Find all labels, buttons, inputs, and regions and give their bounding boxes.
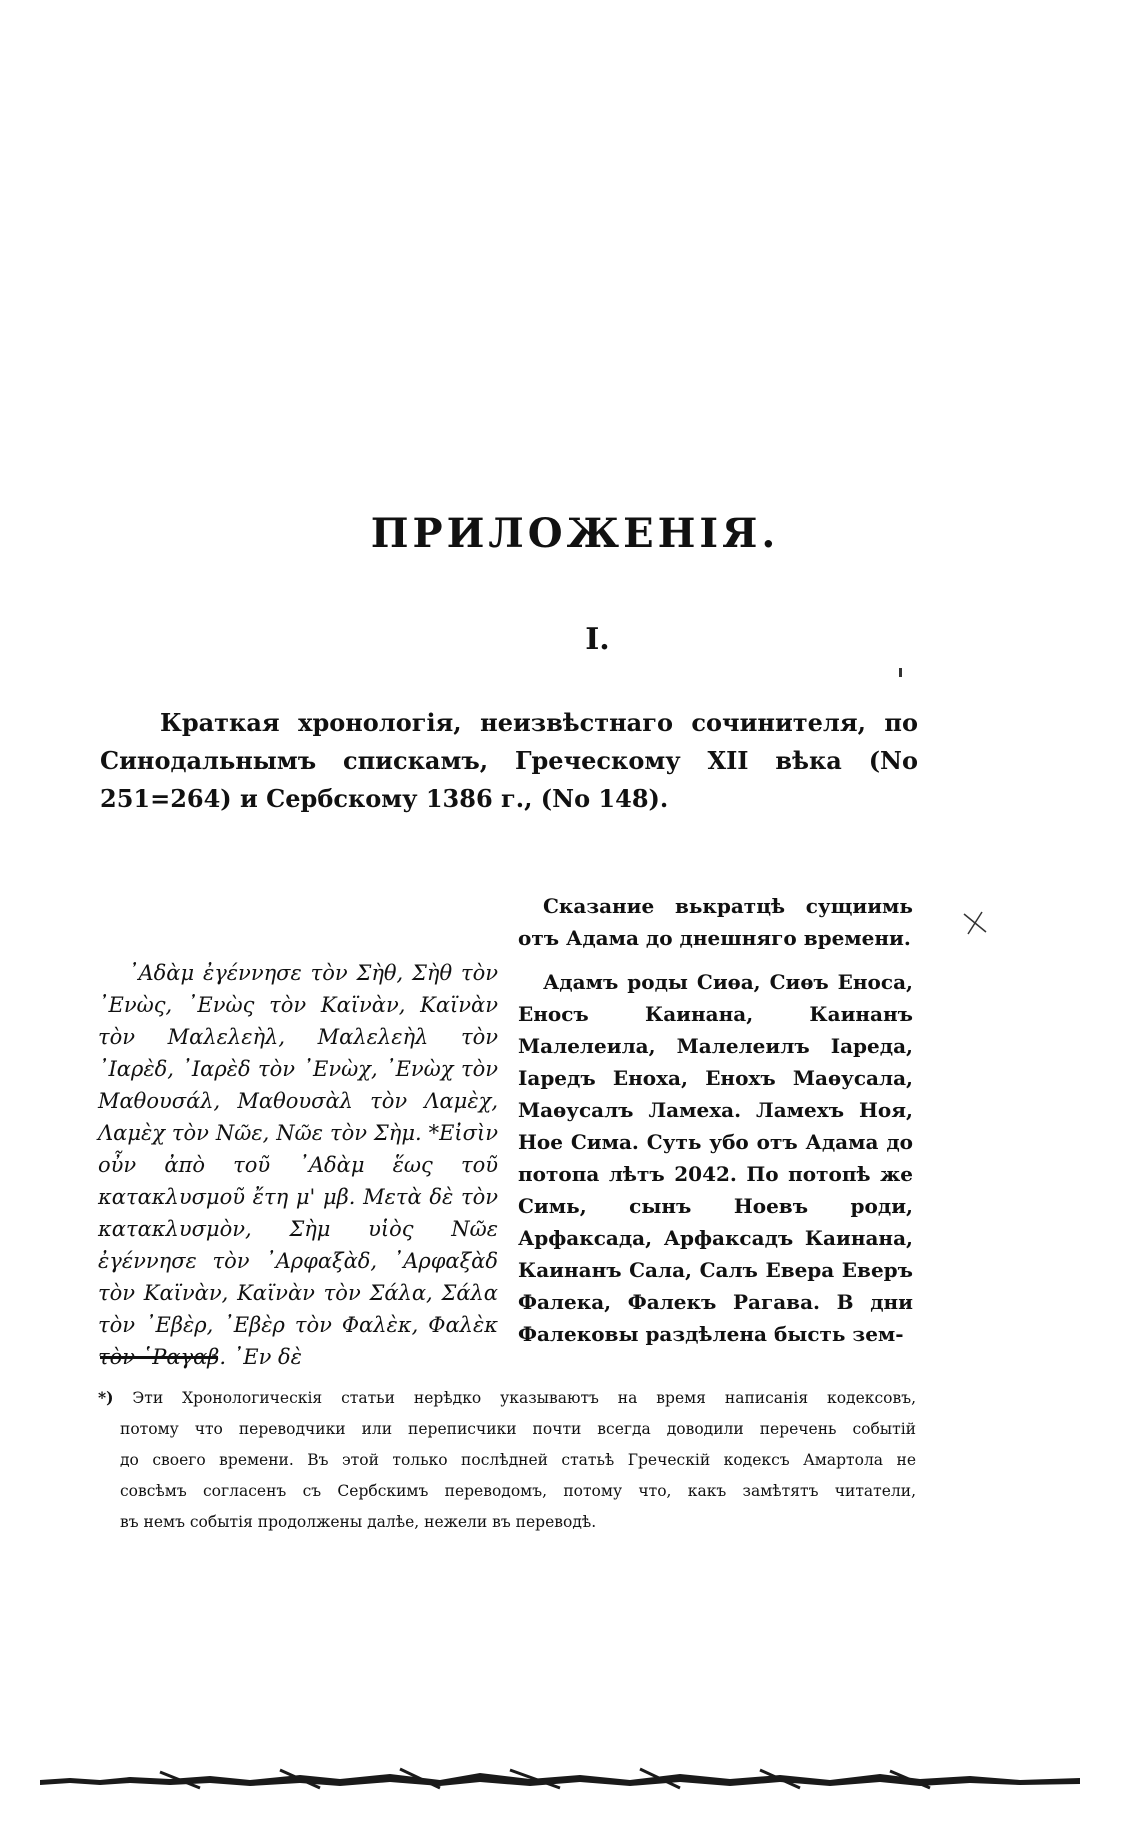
pencil-mark-icon [960, 908, 990, 938]
footnote [98, 1382, 916, 1538]
footnote-line: совсѣмъ согласенъ съ Сербскимъ переводомъ, потому что, какъ замѣтятъ читатели, [120, 1482, 916, 1500]
footnote-line: потому что переводчики или переписчики почти всегда доводили перечень событій [120, 1420, 916, 1438]
decorative-border-icon [40, 1760, 1080, 1790]
footnote-mark: *) [98, 1388, 114, 1407]
footnote-divider [100, 1356, 218, 1359]
page-title: ПРИЛОЖЕНІЯ. [370, 510, 780, 557]
slavonic-column [518, 890, 913, 1350]
section-number: I. [585, 622, 610, 657]
slavonic-text: Адамъ роды Сиѳа, Сиѳъ Еноса, Еносъ Каинана, Каинанъ Малелеила, Малелеилъ Іареда, Іаредъ Еноха, Енохъ Маѳусала, Маѳусалъ Ламеха. Ламехъ Ноя, Ное Сима. Суть убо отъ Адама до потопа лѣтъ 2042. По потопѣ же Симь, сынъ Ноевъ роди, Арфаксада, Арфаксадъ Каинана, Каинанъ Сала, Салъ Евера Еверъ Фалека, Фалекъ Рагава. В дни Фалековы раздѣлена бысть зем- [518, 970, 913, 1346]
slavonic-heading: Сказание вькратцѣ сущиимь отъ Адама до днешняго времени. [518, 894, 913, 950]
greek-column [98, 957, 498, 1373]
section-heading: Краткая хронологія, неизвѣстнаго сочинителя, по Синодальнымъ спискамъ, Греческому XII вѣка (No 251=264) и Сербскому 1386 г., (No 148). [100, 708, 918, 813]
greek-text: ᾿Αδὰμ ἐγέννησε τὸν Σὴθ, Σὴθ τὸν ᾿Ενὼς, ᾿Ενὼς τὸν Καϊνὰν, Καϊνὰν τὸν Μαλελεὴλ, Μαλελεὴλ τὸν ᾿Ιαρὲδ, ᾿Ιαρὲδ τὸν ᾿Ενὼχ, ᾿Ενὼχ τὸν Μαθουσάλ, Μαθουσὰλ τὸν Λαμὲχ, Λαμὲχ τὸν Νῶε, Νῶε τὸν Σὴμ. *Εἰσὶν οὖν ἀπὸ τοῦ ᾿Αδὰμ ἕως τοῦ κατακλυσμοῦ ἔτη μ' μβ. Μετὰ δὲ τὸν κατακλυσμὸν, Σὴμ υἱὸς Νῶε ἐγέννησε τὸν ᾿Αρφαξὰδ, ᾿Αρφαξὰδ τὸν Καϊνὰν, Καϊνὰν τὸν Σάλα, Σάλα τὸν ᾿Εβὲρ, ᾿Εβὲρ τὸν Φαλὲκ, Φαλὲκ τὸν ῾Ραγαβ. ᾿Εν δὲ [98, 961, 498, 1369]
footnote-line: до своего времени. Въ этой только послѣдней статьѣ Греческій кодексъ Амартола не [120, 1451, 916, 1469]
footnote-line: въ немъ событія продолжены далѣе, нежели въ переводѣ. [120, 1513, 597, 1531]
speck-icon [898, 668, 904, 678]
footnote-line [98, 1382, 916, 1414]
footnote-line-text: Эти Хронологическія статьи нерѣдко указываютъ на время написанія кодексовъ, [132, 1389, 916, 1407]
